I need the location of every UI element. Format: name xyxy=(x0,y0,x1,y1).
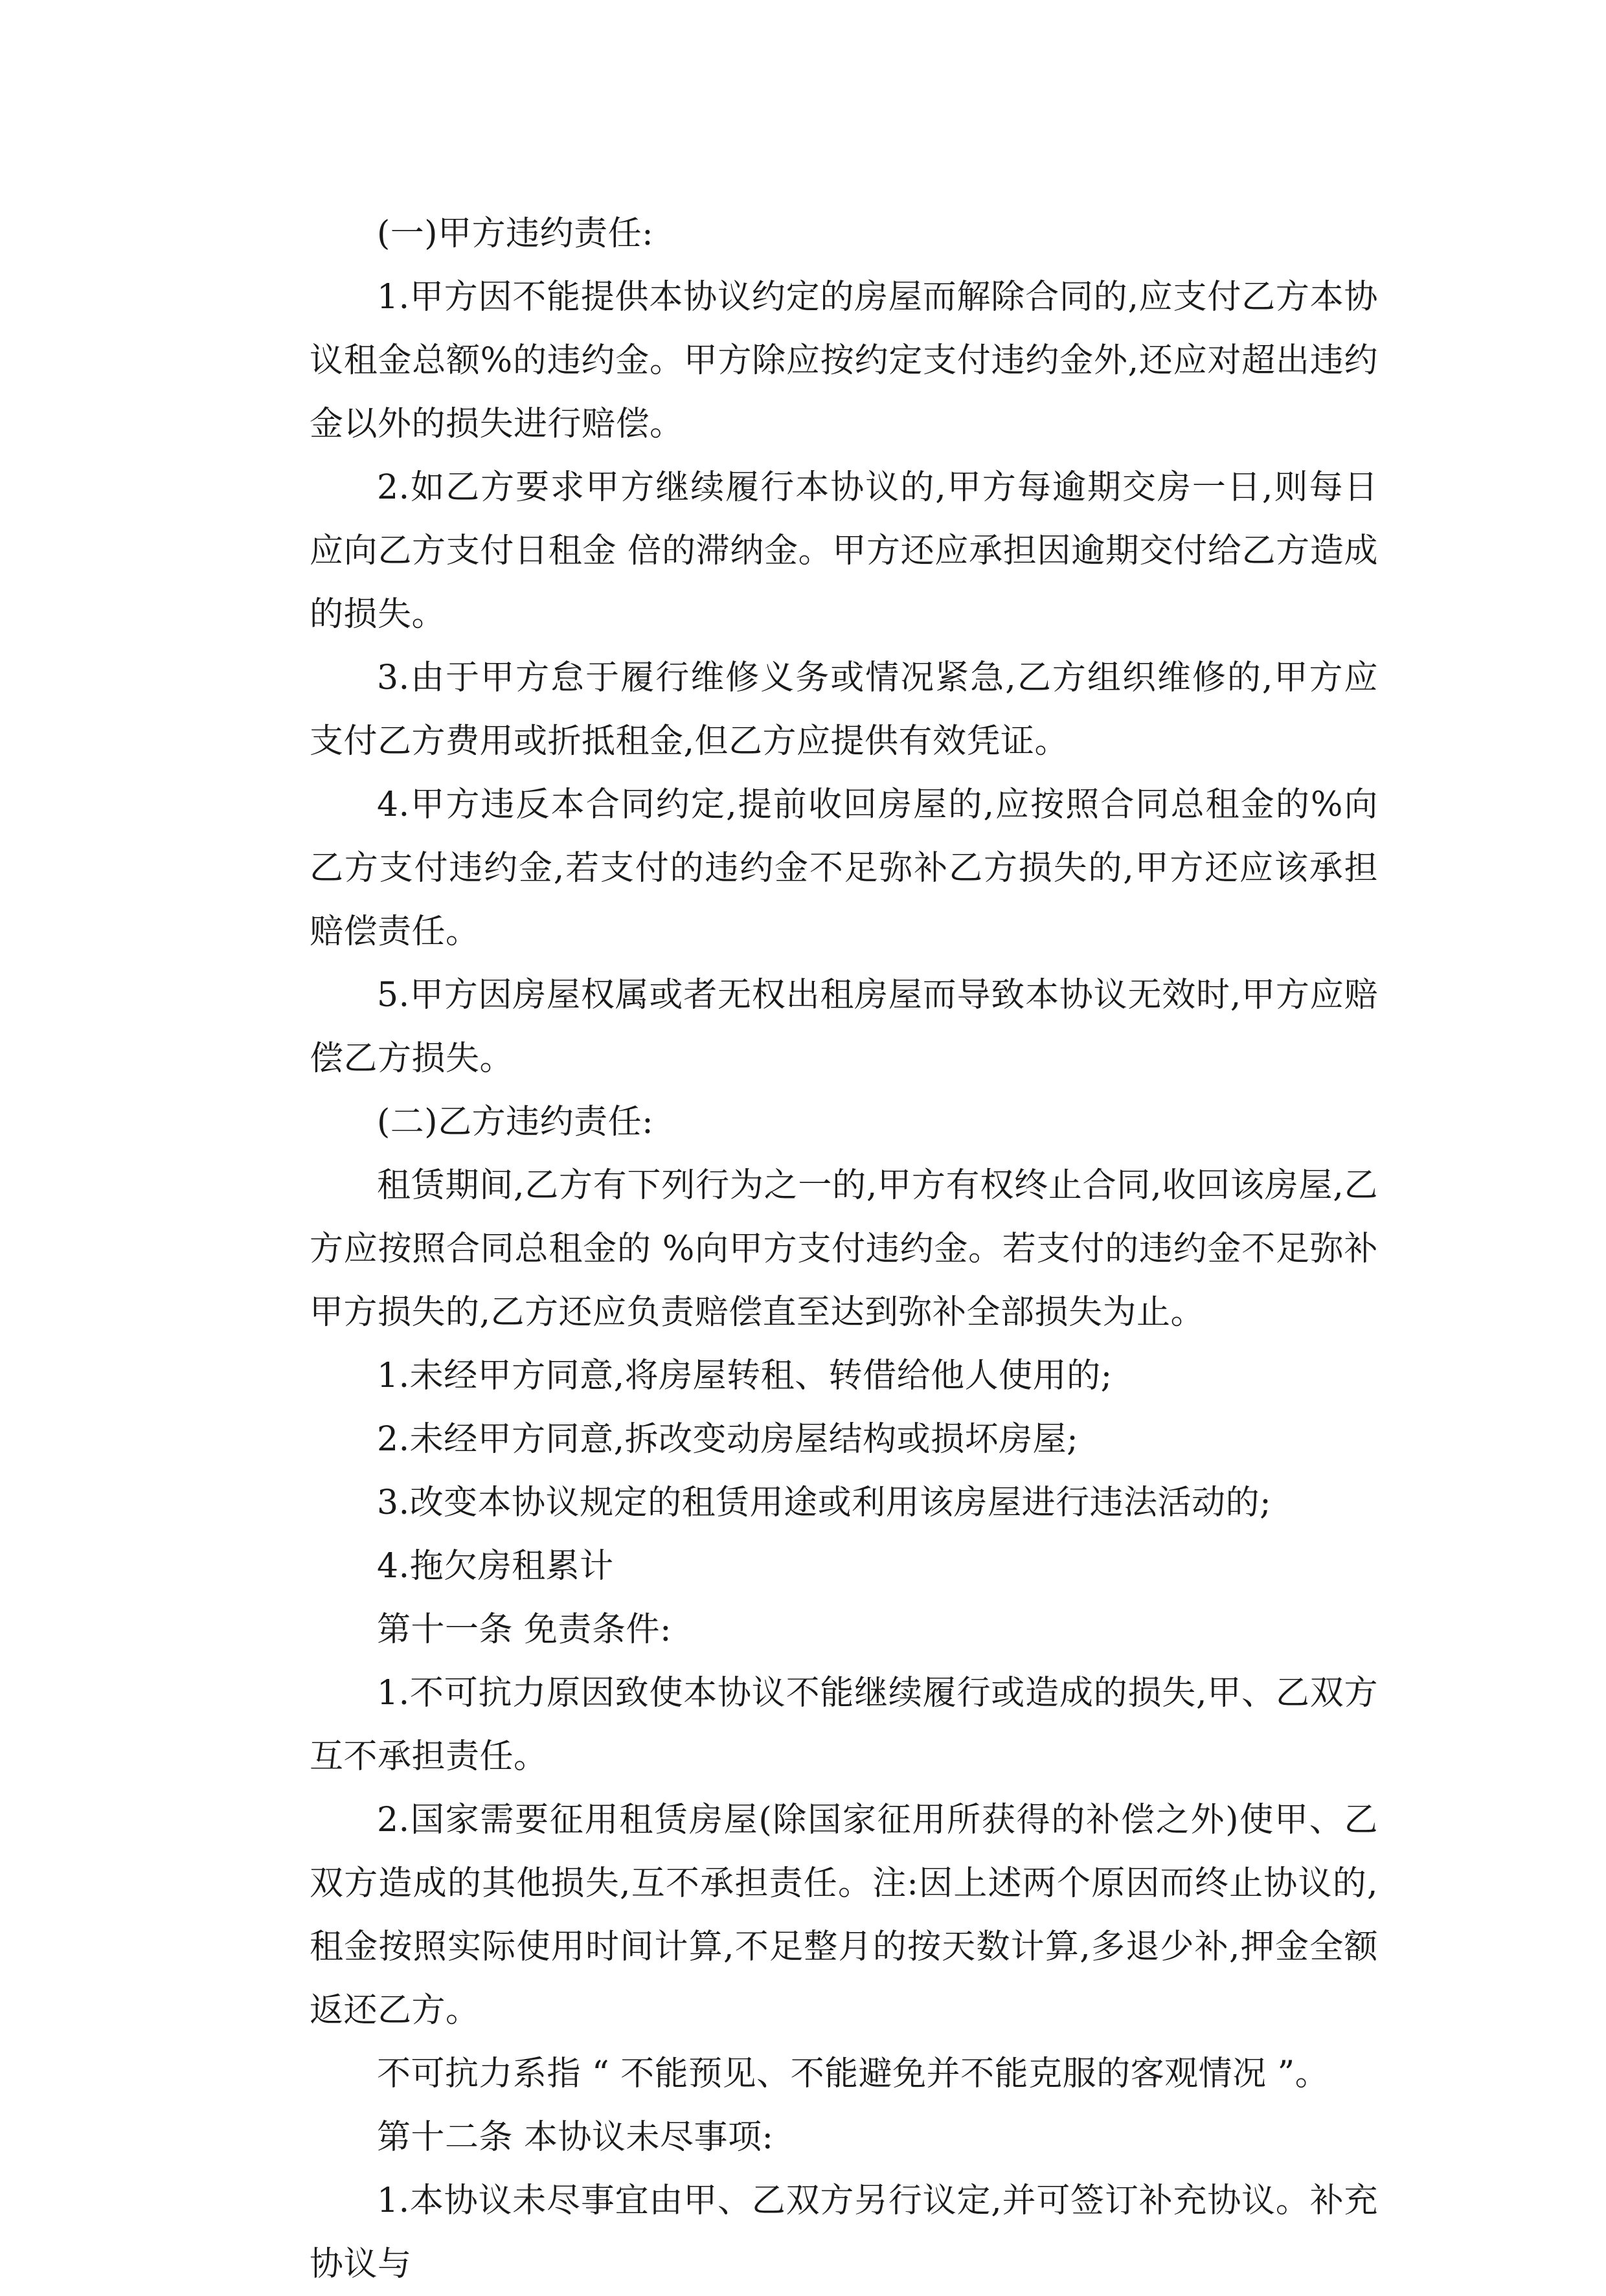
article-11-clause-2: 2.国家需要征用租赁房屋(除国家征用所获得的补偿之外)使甲、乙双方造成的其他损失,互不承担责任。注:因上述两个原因而终止协议的,租金按照实际使用时间计算,不足整月的按天数计算,多退少补,押金全额返还乙方。 xyxy=(310,1801,1378,2030)
section-heading-party-a-liability: (一)甲方违约责任: xyxy=(377,214,654,253)
clause-a-5: 5.甲方因房屋权属或者无权出租房屋而导致本协议无效时,甲方应赔偿乙方损失。 xyxy=(310,976,1378,1078)
clause-b-4: 4.拖欠房租累计 xyxy=(377,1547,614,1586)
article-11-heading: 第十一条 免责条件: xyxy=(377,1610,672,1649)
clause-b-1: 1.未经甲方同意,将房屋转租、转借给他人使用的; xyxy=(377,1356,1113,1395)
clause-b-intro: 租赁期间,乙方有下列行为之一的,甲方有权终止合同,收回该房屋,乙方应按照合同总租金的 %向甲方支付违约金。若支付的违约金不足弥补甲方损失的,乙方还应负责赔偿直至达到弥补全部损失为止。 xyxy=(310,1166,1378,1332)
article-12-clause-1: 1.本协议未尽事宜由甲、乙双方另行议定,并可签订补充协议。补充协议与 xyxy=(310,2181,1378,2284)
clause-b-3: 3.改变本协议规定的租赁用途或利用该房屋进行违法活动的; xyxy=(377,1483,1272,1522)
clause-a-2: 2.如乙方要求甲方继续履行本协议的,甲方每逾期交房一日,则每日应向乙方支付日租金 倍的滞纳金。甲方还应承担因逾期交付给乙方造成的损失。 xyxy=(310,468,1378,634)
clause-a-1: 1.甲方因不能提供本协议约定的房屋而解除合同的,应支付乙方本协议租金总额%的违约金。甲方除应按约定支付违约金外,还应对超出违约金以外的损失进行赔偿。 xyxy=(310,278,1378,444)
clause-b-2: 2.未经甲方同意,拆改变动房屋结构或损坏房屋; xyxy=(377,1420,1079,1459)
document-body xyxy=(310,202,1378,2296)
section-heading-party-b-liability: (二)乙方违约责任: xyxy=(377,1103,654,1142)
article-11-clause-1: 1.不可抗力原因致使本协议不能继续履行或造成的损失,甲、乙双方互不承担责任。 xyxy=(310,1674,1378,1776)
article-12-heading: 第十二条 本协议未尽事项: xyxy=(377,2118,774,2157)
force-majeure-definition: 不可抗力系指 “ 不能预见、不能避免并不能克服的客观情况 ”。 xyxy=(377,2054,1329,2093)
clause-a-3: 3.由于甲方怠于履行维修义务或情况紧急,乙方组织维修的,甲方应支付乙方费用或折抵租金,但乙方应提供有效凭证。 xyxy=(310,658,1378,761)
clause-a-4: 4.甲方违反本合同约定,提前收回房屋的,应按照合同总租金的%向乙方支付违约金,若支付的违约金不足弥补乙方损失的,甲方还应该承担赔偿责任。 xyxy=(310,785,1378,951)
